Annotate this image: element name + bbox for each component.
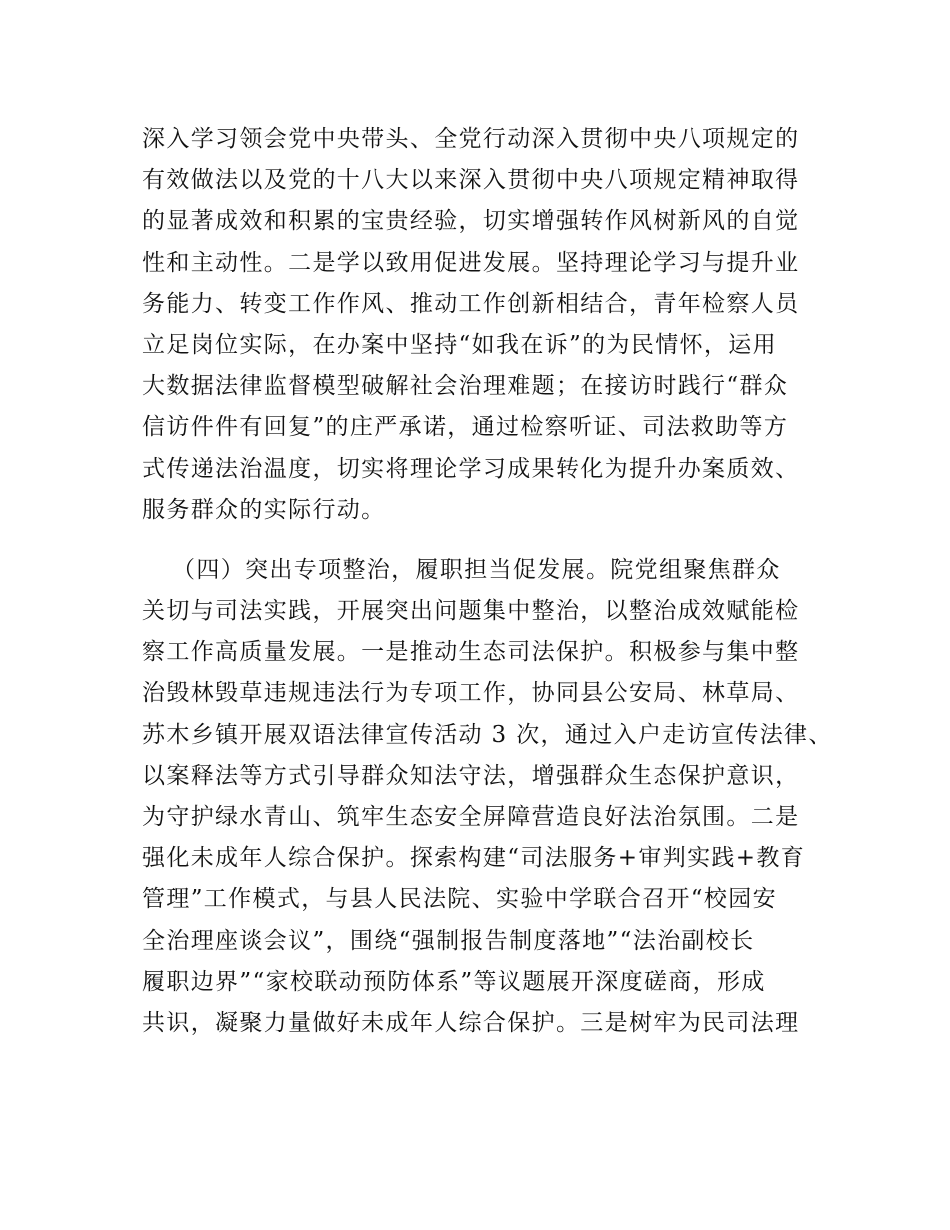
text-line: 的显著成效和积累的宝贵经验，切实增强转作风树新风的自觉 — [142, 208, 800, 235]
text-line: 服务群众的实际行动。 — [142, 496, 386, 523]
text-line: 务能力、转变工作作风、推动工作创新相结合，青年检察人员 — [142, 290, 800, 317]
text-line: 为守护绿水青山、筑牢生态安全屏障营造良好法治氛围。二是 — [142, 804, 800, 830]
document-body — [142, 119, 832, 1044]
text-line: 关切与司法实践，开展突出问题集中整治，以整治成效赋能检 — [142, 598, 800, 625]
text-line: 立足岗位实际，在办案中坚持“如我在诉”的为民情怀，运用 — [142, 331, 777, 358]
text-line-indented: （四）突出专项整治，履职担当促发展。院党组聚焦群众 — [172, 556, 781, 583]
paragraph-special-rectification — [142, 550, 832, 1044]
paragraph-gap — [142, 531, 832, 550]
text-line: 管理”工作模式，与县人民法院、实验中学联合召开“校园安 — [142, 886, 777, 913]
text-line: 性和主动性。二是学以致用促进发展。坚持理论学习与提升业 — [142, 249, 800, 276]
text-line: 治毁林毁草违规违法行为专项工作，协同县公安局、林草局、 — [142, 680, 800, 707]
text-line: 强化未成年人综合保护。探索构建“司法服务+审判实践+教育 — [142, 845, 806, 872]
text-line: 式传递法治温度，切实将理论学习成果转化为提升办案质效、 — [142, 455, 800, 482]
text-line: 察工作高质量发展。一是推动生态司法保护。积极参与集中整 — [142, 639, 800, 666]
text-line: 全治理座谈会议”，围绕“强制报告制度落地”“法治副校长 — [142, 927, 755, 954]
text-line: 履职边界”“家校联动预防体系”等议题展开深度磋商，形成 — [142, 968, 766, 995]
text-line: 有效做法以及党的十八大以来深入贯彻中央八项规定精神取得 — [142, 167, 800, 194]
paragraph-study-practice — [142, 119, 832, 531]
text-line: 苏木乡镇开展双语法律宣传活动 3 次，通过入户走访宣传法律、 — [142, 721, 833, 748]
text-line: 共识，凝聚力量做好未成年人综合保护。三是树牢为民司法理 — [142, 1009, 800, 1036]
text-line: 大数据法律监督模型破解社会治理难题；在接访时践行“群众 — [142, 373, 789, 400]
text-line: 以案释法等方式引导群众知法守法，增强群众生态保护意识， — [142, 762, 800, 789]
text-line: 深入学习领会党中央带头、全党行动深入贯彻中央八项规定的 — [142, 126, 800, 152]
text-line: 信访件件有回复”的庄严承诺，通过检察听证、司法救助等方 — [142, 414, 789, 441]
